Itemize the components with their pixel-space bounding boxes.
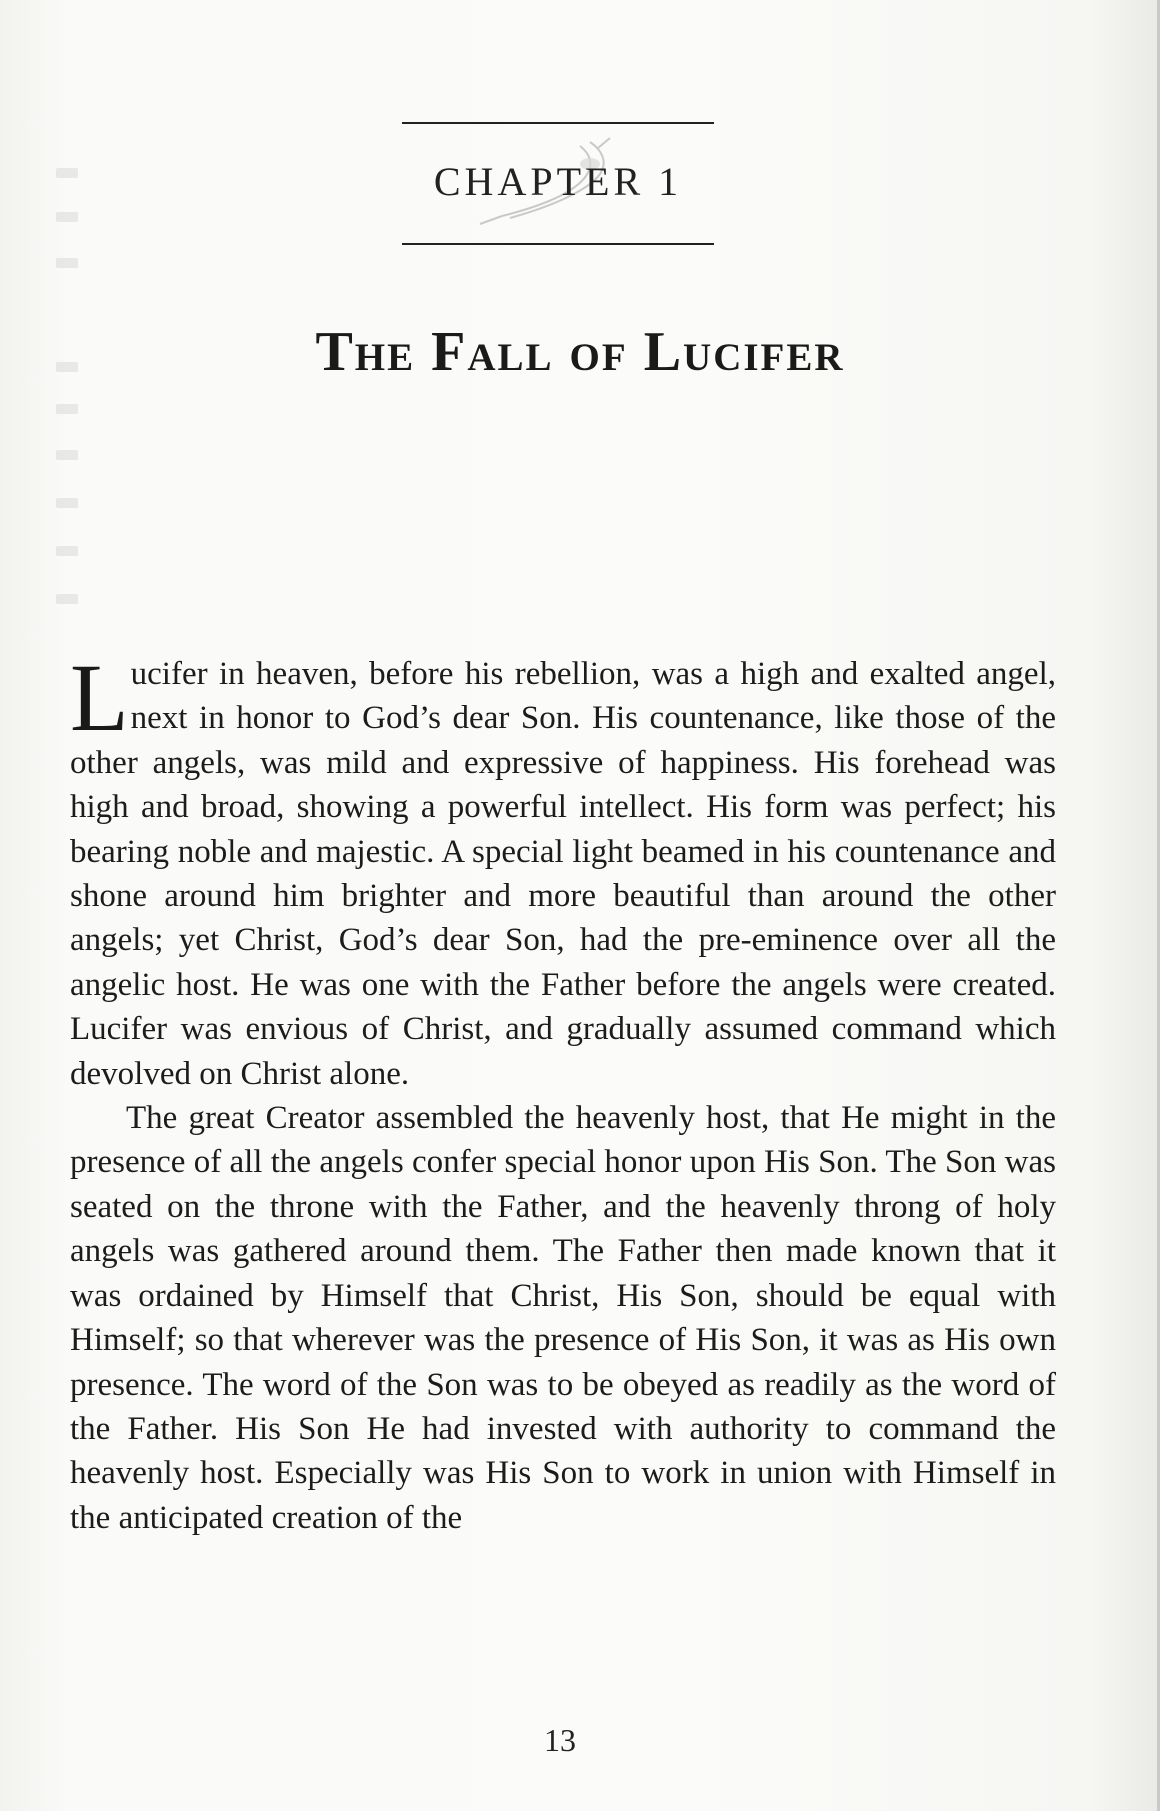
show-through-mark [56,404,78,414]
paragraph [70,1096,1056,1540]
page-number: 13 [544,1722,576,1758]
show-through-mark [56,212,78,222]
show-through-mark [56,362,78,372]
paragraph-text: The great Creator assembled the heavenly host, that He might in the presence of all the angels confer special honor upon His Son. The Son was seated on the throne with the Father, and the heavenly throng of holy angels was gathered around them. The Father then made known that it was ordained by Himself that Christ, His Son, should be equal with Himself; so that wherever was the presence of His Son, it was as His own presence. The word of the Son was to be obeyed as readily as the word of the Father. His Son He had invested with authority to command the heavenly host. Especially was His Son to work in union with Himself in the anticipated creation of the [70,1100,1056,1536]
show-through-mark [56,450,78,460]
paragraph-text: ucifer in heaven, before his rebellion, was a high and exalted angel, next in honor to God’s dear Son. His countenance, like those of the other angels, was mild and expressive of happiness. His forehead was high and broad, showing a powerful intellect. His form was perfect; his bearing noble and majestic. A special light beamed in his countenance and shone around him brighter and more beautiful than around the other angels; yet Christ, God’s dear Son, had the pre-eminence over all the angelic host. He was one with the Father before the angels were created. Lucifer was envious of Christ, and gradually assumed command which devolved on Christ alone. [70,656,1056,1092]
show-through-mark [56,594,78,604]
show-through-mark [56,546,78,556]
show-through-mark [56,168,78,178]
chapter-rule-bottom [402,243,714,245]
show-through-mark [56,498,78,508]
chapter-title: The Fall of Lucifer [315,321,845,383]
chapter-rule-top [402,122,714,124]
chapter-label: CHAPTER 1 [433,159,683,204]
drop-cap: L [70,644,129,751]
paragraph [70,644,1056,1096]
chapter-body [70,644,1056,1540]
show-through-mark [56,258,78,268]
